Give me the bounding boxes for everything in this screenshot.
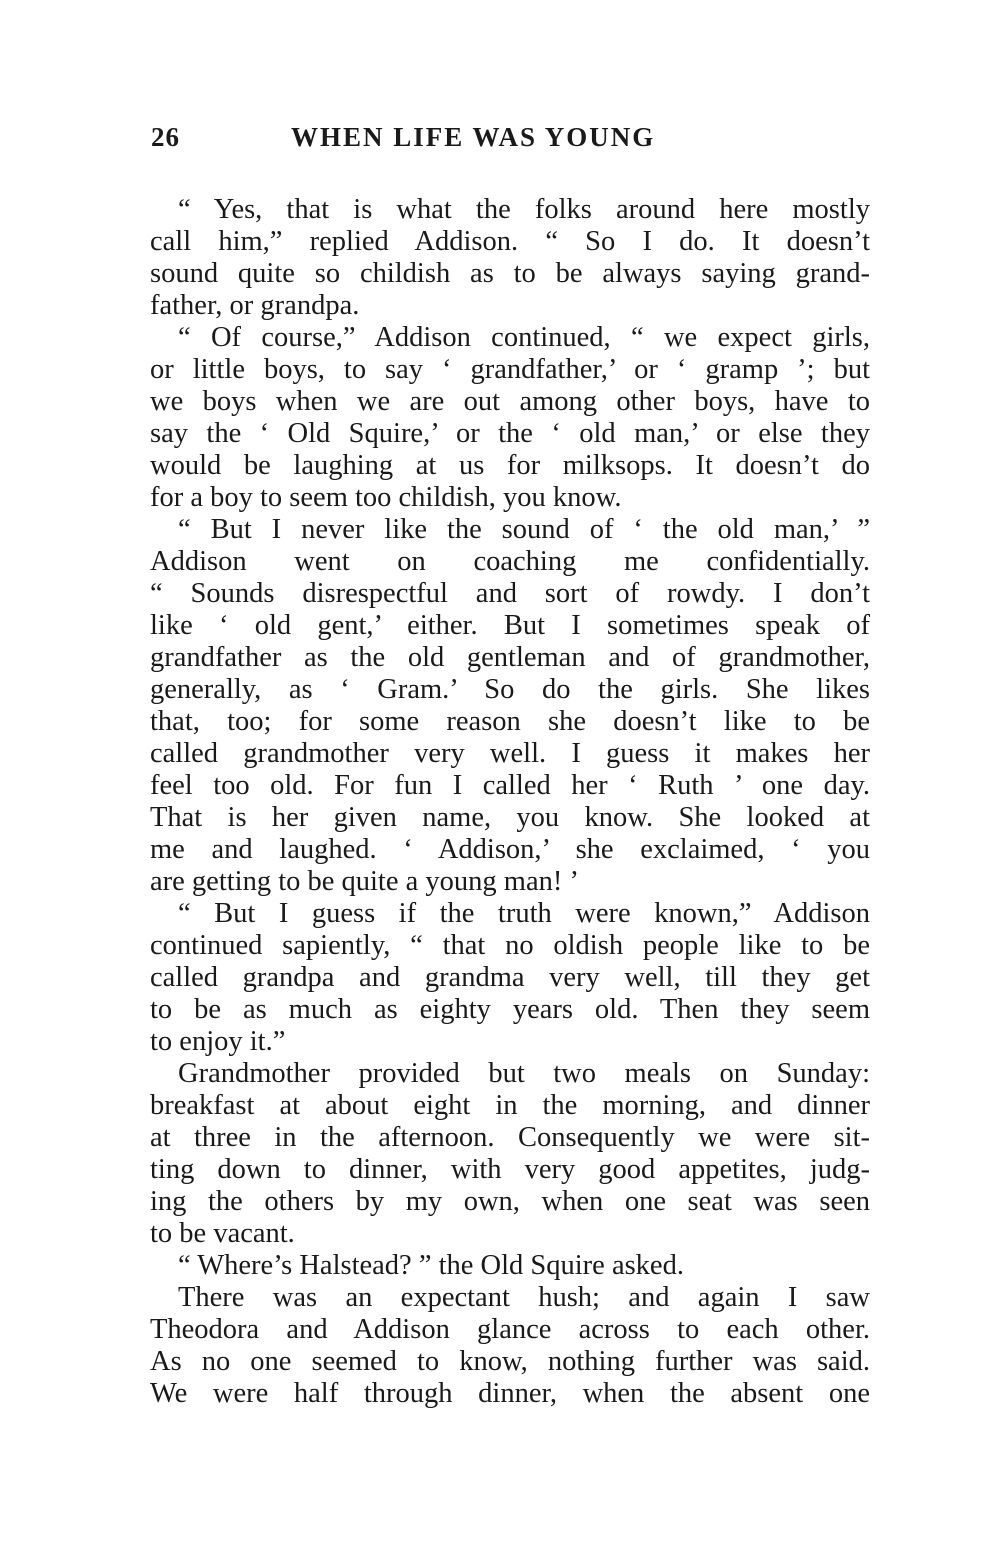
text-line: called grandmother very well. I guess it makes her xyxy=(150,738,870,769)
text-line: to enjoy it.” xyxy=(150,1026,286,1057)
page-header xyxy=(151,122,871,162)
text-line: “ But I guess if the truth were known,” Addison xyxy=(178,898,870,929)
text-line: we boys when we are out among other boys, have to xyxy=(150,386,870,417)
text-line: or little boys, to say ‘ grandfather,’ or ‘ gramp ’; but xyxy=(150,354,870,385)
text-line: feel too old. For fun I called her ‘ Ruth ’ one day. xyxy=(150,770,870,801)
text-line: me and laughed. ‘ Addison,’ she exclaimed, ‘ you xyxy=(150,834,870,865)
text-line: Theodora and Addison glance across to each other. xyxy=(150,1314,870,1345)
text-line: breakfast at about eight in the morning, and dinner xyxy=(150,1090,870,1121)
text-line: “ Where’s Halstead? ” the Old Squire asked. xyxy=(178,1250,684,1281)
text-line: “ Of course,” Addison continued, “ we expect girls, xyxy=(178,322,870,353)
text-line: father, or grandpa. xyxy=(150,290,360,321)
text-line: ing the others by my own, when one seat was seen xyxy=(150,1186,870,1217)
text-line: “ Yes, that is what the folks around here mostly xyxy=(178,194,870,225)
text-line: to be vacant. xyxy=(150,1218,295,1249)
text-line: As no one seemed to know, nothing further was said. xyxy=(150,1346,870,1377)
text-line: That is her given name, you know. She looked at xyxy=(150,802,870,833)
text-line: like ‘ old gent,’ either. But I sometimes speak of xyxy=(150,610,870,641)
text-line: “ But I never like the sound of ‘ the old man,’ ” xyxy=(178,514,870,545)
text-line: that, too; for some reason she doesn’t like to be xyxy=(150,706,870,737)
text-line: grandfather as the old gentleman and of grandmother, xyxy=(150,642,870,673)
text-line: sound quite so childish as to be always saying grand- xyxy=(150,258,870,289)
text-line: ting down to dinner, with very good appetites, judg- xyxy=(150,1154,870,1185)
text-line: called grandpa and grandma very well, till they get xyxy=(150,962,870,993)
running-title: WHEN LIFE WAS YOUNG xyxy=(291,122,656,152)
text-line: to be as much as eighty years old. Then they seem xyxy=(150,994,870,1025)
text-line: generally, as ‘ Gram.’ So do the girls. She likes xyxy=(150,674,870,705)
page-number: 26 xyxy=(151,122,180,152)
text-line: continued sapiently, “ that no oldish people like to be xyxy=(150,930,870,961)
text-line: “ Sounds disrespectful and sort of rowdy. I don’t xyxy=(150,578,870,609)
text-line: Grandmother provided but two meals on Sunday: xyxy=(178,1058,870,1089)
text-line: at three in the afternoon. Consequently we were sit- xyxy=(150,1122,870,1153)
text-line: would be laughing at us for milksops. It doesn’t do xyxy=(150,450,870,481)
text-line: say the ‘ Old Squire,’ or the ‘ old man,’ or else they xyxy=(150,418,870,449)
text-line: for a boy to seem too childish, you know. xyxy=(150,482,622,513)
text-line: are getting to be quite a young man! ’ xyxy=(150,866,579,897)
body-text xyxy=(150,194,870,1410)
text-line: There was an expectant hush; and again I saw xyxy=(178,1282,870,1313)
text-line: Addison went on coaching me confidentially. xyxy=(150,546,870,577)
text-line: We were half through dinner, when the absent one xyxy=(150,1378,870,1409)
text-line: call him,” replied Addison. “ So I do. It doesn’t xyxy=(150,226,870,257)
